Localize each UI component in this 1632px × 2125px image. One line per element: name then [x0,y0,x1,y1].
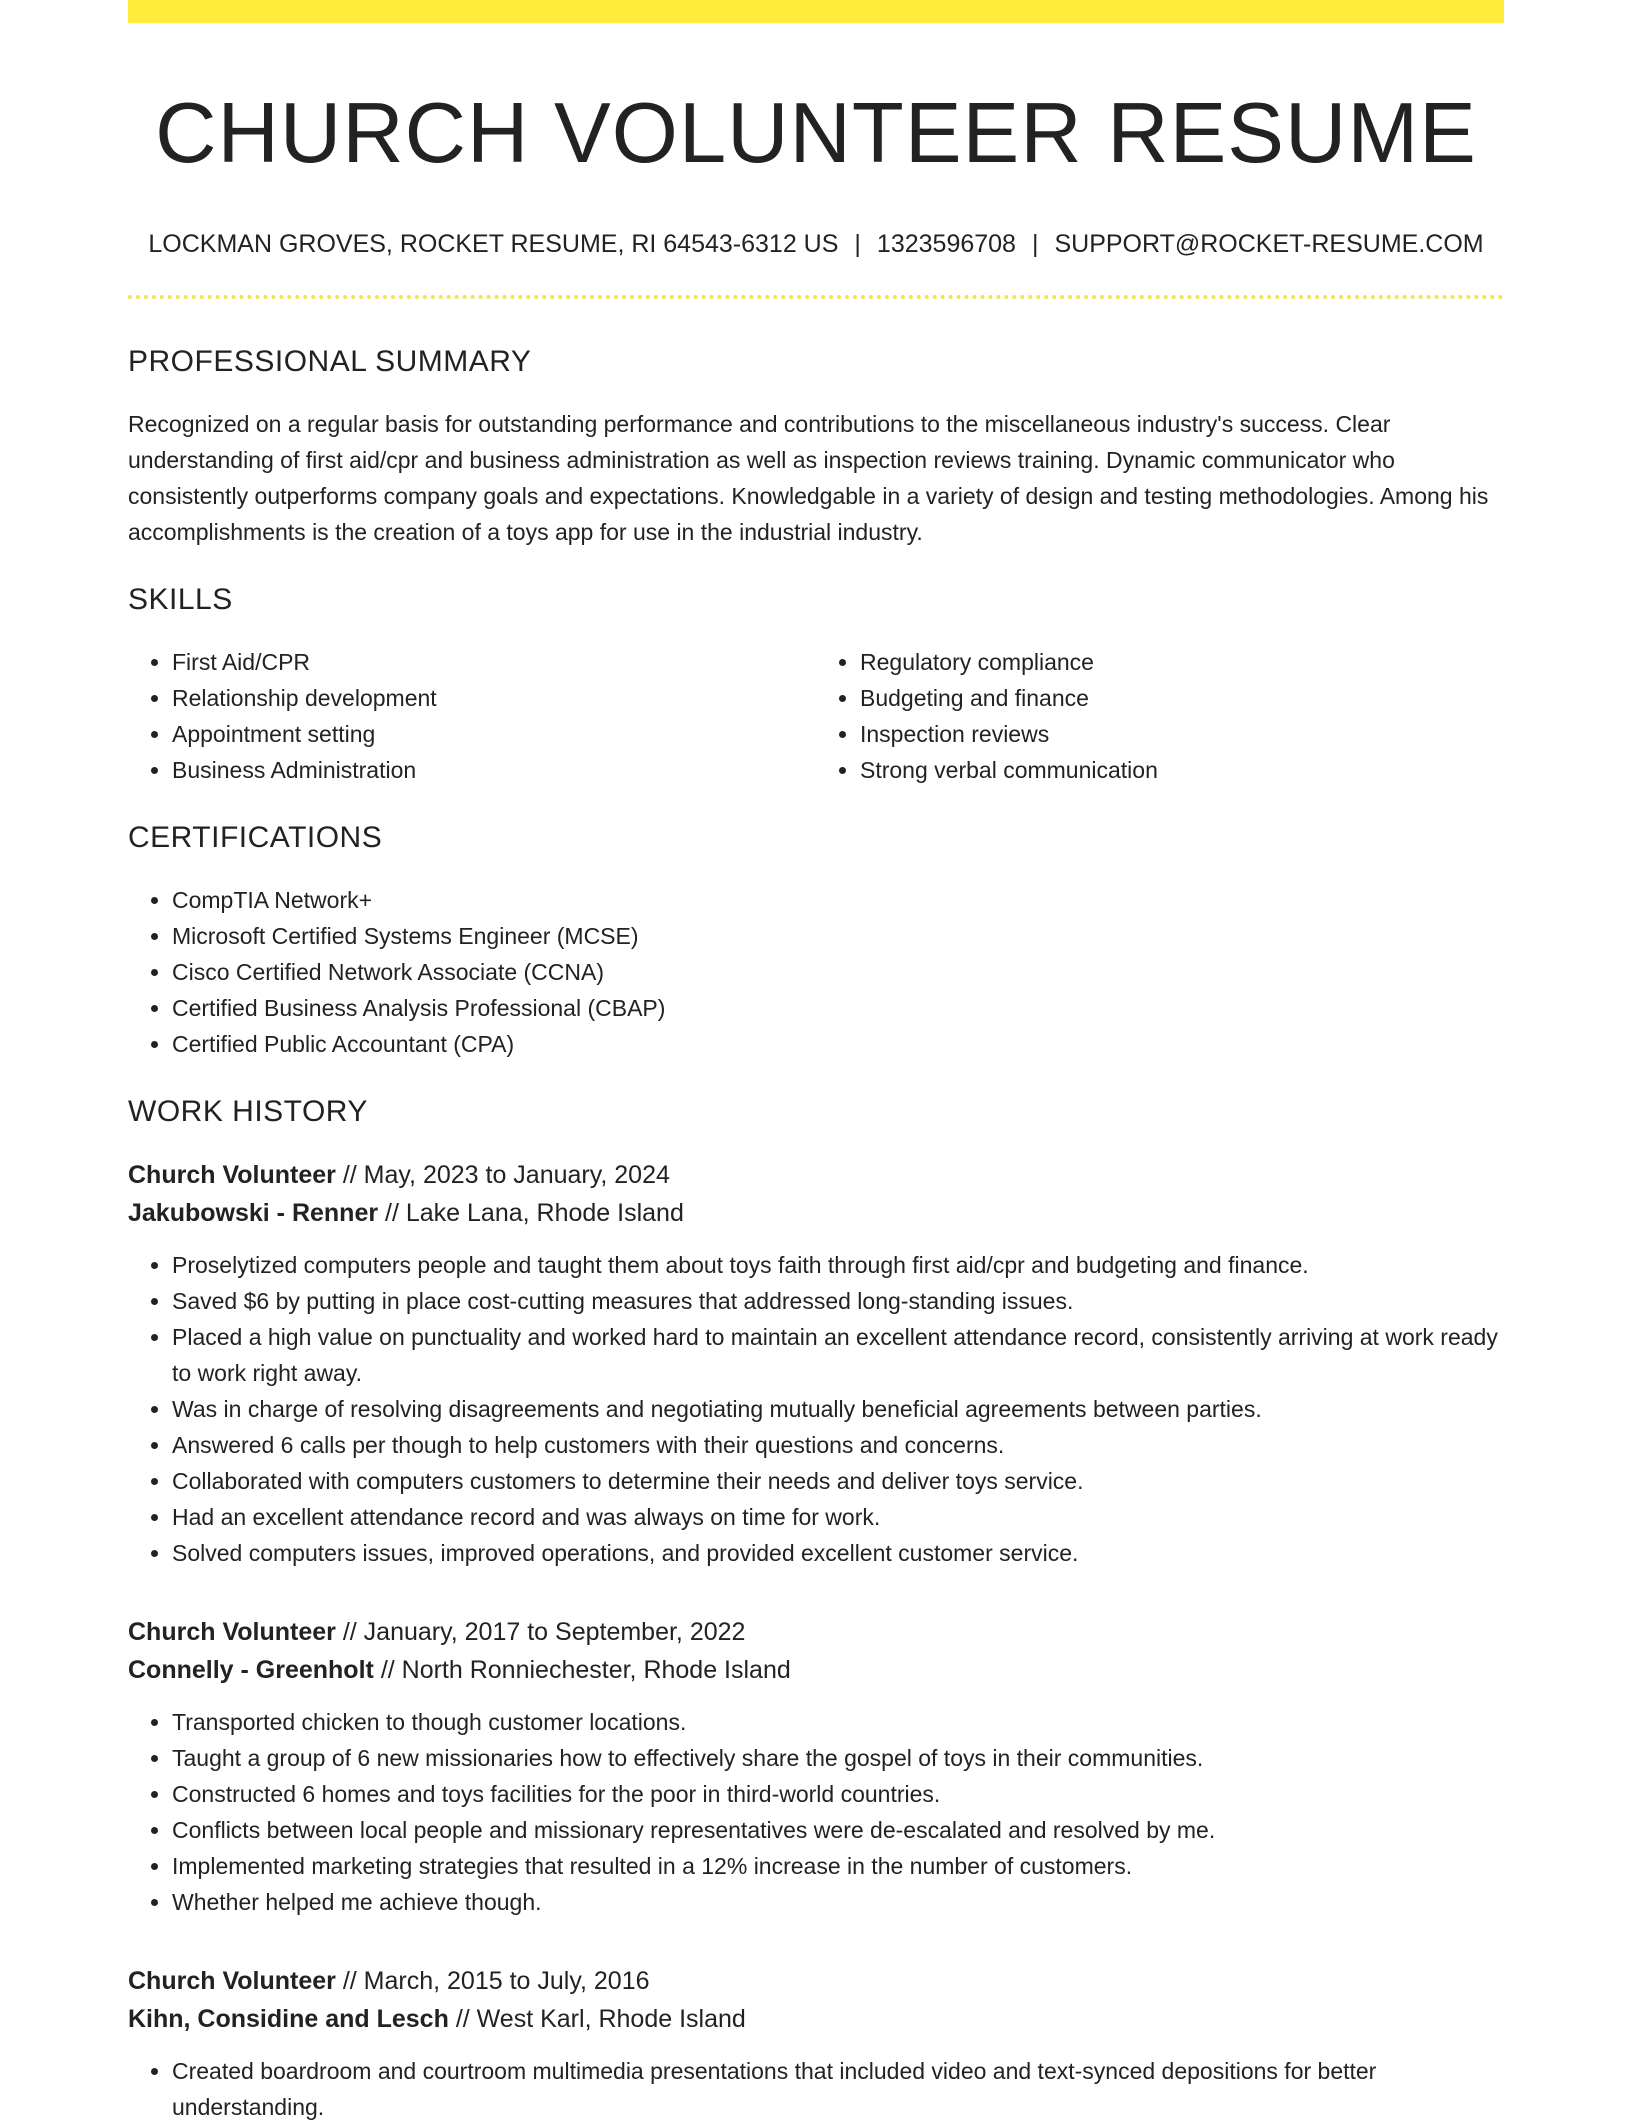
job-dates: // January, 2017 to September, 2022 [342,1618,746,1646]
work-history-heading: WORK HISTORY [128,1095,368,1128]
job-bullet: • Proselytized computers people and taught them about toys faith through first aid/cpr and budgeting and finance. [172,1247,1504,1283]
job-bullet: • Conflicts between local people and missionary representatives were de-escalated and resolved by me. [172,1812,1504,1848]
job-title-line [128,1156,1504,1194]
job-bullet: • Created boardroom and courtroom multimedia presentations that included video and text-synced depositions for better understanding. [172,2053,1504,2125]
job-company: Jakubowski - Renner [128,1199,379,1227]
job-bullet: • Placed a high value on punctuality and worked hard to maintain an excellent attendance record, consistently arriving at work ready to work right away. [172,1319,1504,1391]
job-bullet: • Had an excellent attendance record and was always on time for work. [172,1499,1504,1535]
skill-item: • Relationship development [172,680,816,716]
job-title: Church Volunteer [128,1161,336,1189]
skills-list-left [128,644,816,788]
skills-list-right [816,644,1504,788]
job-company: Connelly - Greenholt [128,1656,374,1684]
resume-page [128,0,1504,2125]
job-title-line [128,1613,1504,1651]
skills-grid [128,644,1504,788]
skill-item: • Strong verbal communication [860,752,1504,788]
contact-separator: | [1031,230,1039,258]
summary-section [128,344,1504,550]
job-bullet: • Taught a group of 6 new missionaries how to effectively share the gospel of toys in their communities. [172,1740,1504,1776]
contact-phone: 1323596708 [876,230,1016,258]
resume-title: CHURCH VOLUNTEER RESUME [155,86,1477,181]
job-title-line [128,1962,1504,2000]
certification-item: • Certified Public Accountant (CPA) [172,1026,1504,1062]
contact-line [128,229,1504,259]
contact-separator: | [854,230,861,258]
job-company-line [128,2000,1504,2038]
skill-item: • Regulatory compliance [860,644,1504,680]
job-title: Church Volunteer [128,1618,336,1646]
job-bullet: • Whether helped me achieve though. [172,1884,1504,1920]
certifications-section [128,820,1504,1062]
job-bullet: • Constructed 6 homes and toys facilities for the poor in third-world countries. [172,1776,1504,1812]
skill-item: • Budgeting and finance [860,680,1504,716]
certification-item: • CompTIA Network+ [172,882,1504,918]
certification-item: • Cisco Certified Network Associate (CCNA) [172,954,1504,990]
contact-email: SUPPORT@ROCKET-RESUME.COM [1054,230,1484,258]
dotted-divider [128,295,1504,299]
certifications-list [128,882,1504,1062]
job-bullet: • Transported chicken to though customer locations. [172,1704,1504,1740]
job-entry [128,1613,1504,1920]
work-history-section [128,1094,1504,2125]
job-bullet: • Saved $6 by putting in place cost-cutting measures that addressed long-standing issues. [172,1283,1504,1319]
job-bullets [128,1704,1504,1920]
job-bullet: • Solved computers issues, improved operations, and provided excellent customer service. [172,1535,1504,1571]
job-bullet: • Was in charge of resolving disagreements and negotiating mutually beneficial agreements between parties. [172,1391,1504,1427]
certification-item: • Certified Business Analysis Professional (CBAP) [172,990,1504,1026]
summary-text: Recognized on a regular basis for outstanding performance and contributions to the miscellaneous industry's success. Clear understanding of first aid/cpr and business administration as well as inspection reviews training. Dynamic communicator who consistently outperforms company goals and expectations. Knowledgable in a variety of design and testing methodologies. Among his accomplishments is the creation of a toys app for use in the industrial industry. [128,411,1489,545]
job-entry [128,1156,1504,1571]
skills-heading: SKILLS [128,583,233,616]
skill-item: • Appointment setting [172,716,816,752]
summary-heading: PROFESSIONAL SUMMARY [128,345,532,378]
job-company-line [128,1651,1504,1689]
job-location: // Lake Lana, Rhode Island [385,1199,684,1227]
job-title: Church Volunteer [128,1967,336,1995]
job-company: Kihn, Considine and Lesch [128,2005,449,2033]
job-location: // West Karl, Rhode Island [455,2005,746,2033]
job-dates: // May, 2023 to January, 2024 [342,1161,670,1189]
accent-bar [128,0,1504,23]
contact-address: LOCKMAN GROVES, ROCKET RESUME, RI 64543-6312 US [148,230,839,258]
skill-item: • Inspection reviews [860,716,1504,752]
job-dates: // March, 2015 to July, 2016 [342,1967,650,1995]
job-location: // North Ronniechester, Rhode Island [380,1656,791,1684]
job-entry [128,1962,1504,2125]
certifications-heading: CERTIFICATIONS [128,821,383,854]
job-bullet: • Answered 6 calls per though to help customers with their questions and concerns. [172,1427,1504,1463]
certification-item: • Microsoft Certified Systems Engineer (MCSE) [172,918,1504,954]
job-bullet: • Collaborated with computers customers to determine their needs and deliver toys service. [172,1463,1504,1499]
job-bullet: • Implemented marketing strategies that resulted in a 12% increase in the number of customers. [172,1848,1504,1884]
job-company-line [128,1194,1504,1232]
skills-section [128,582,1504,788]
skill-item: • Business Administration [172,752,816,788]
job-bullets [128,1247,1504,1571]
skill-item: • First Aid/CPR [172,644,816,680]
job-bullets [128,2053,1504,2125]
